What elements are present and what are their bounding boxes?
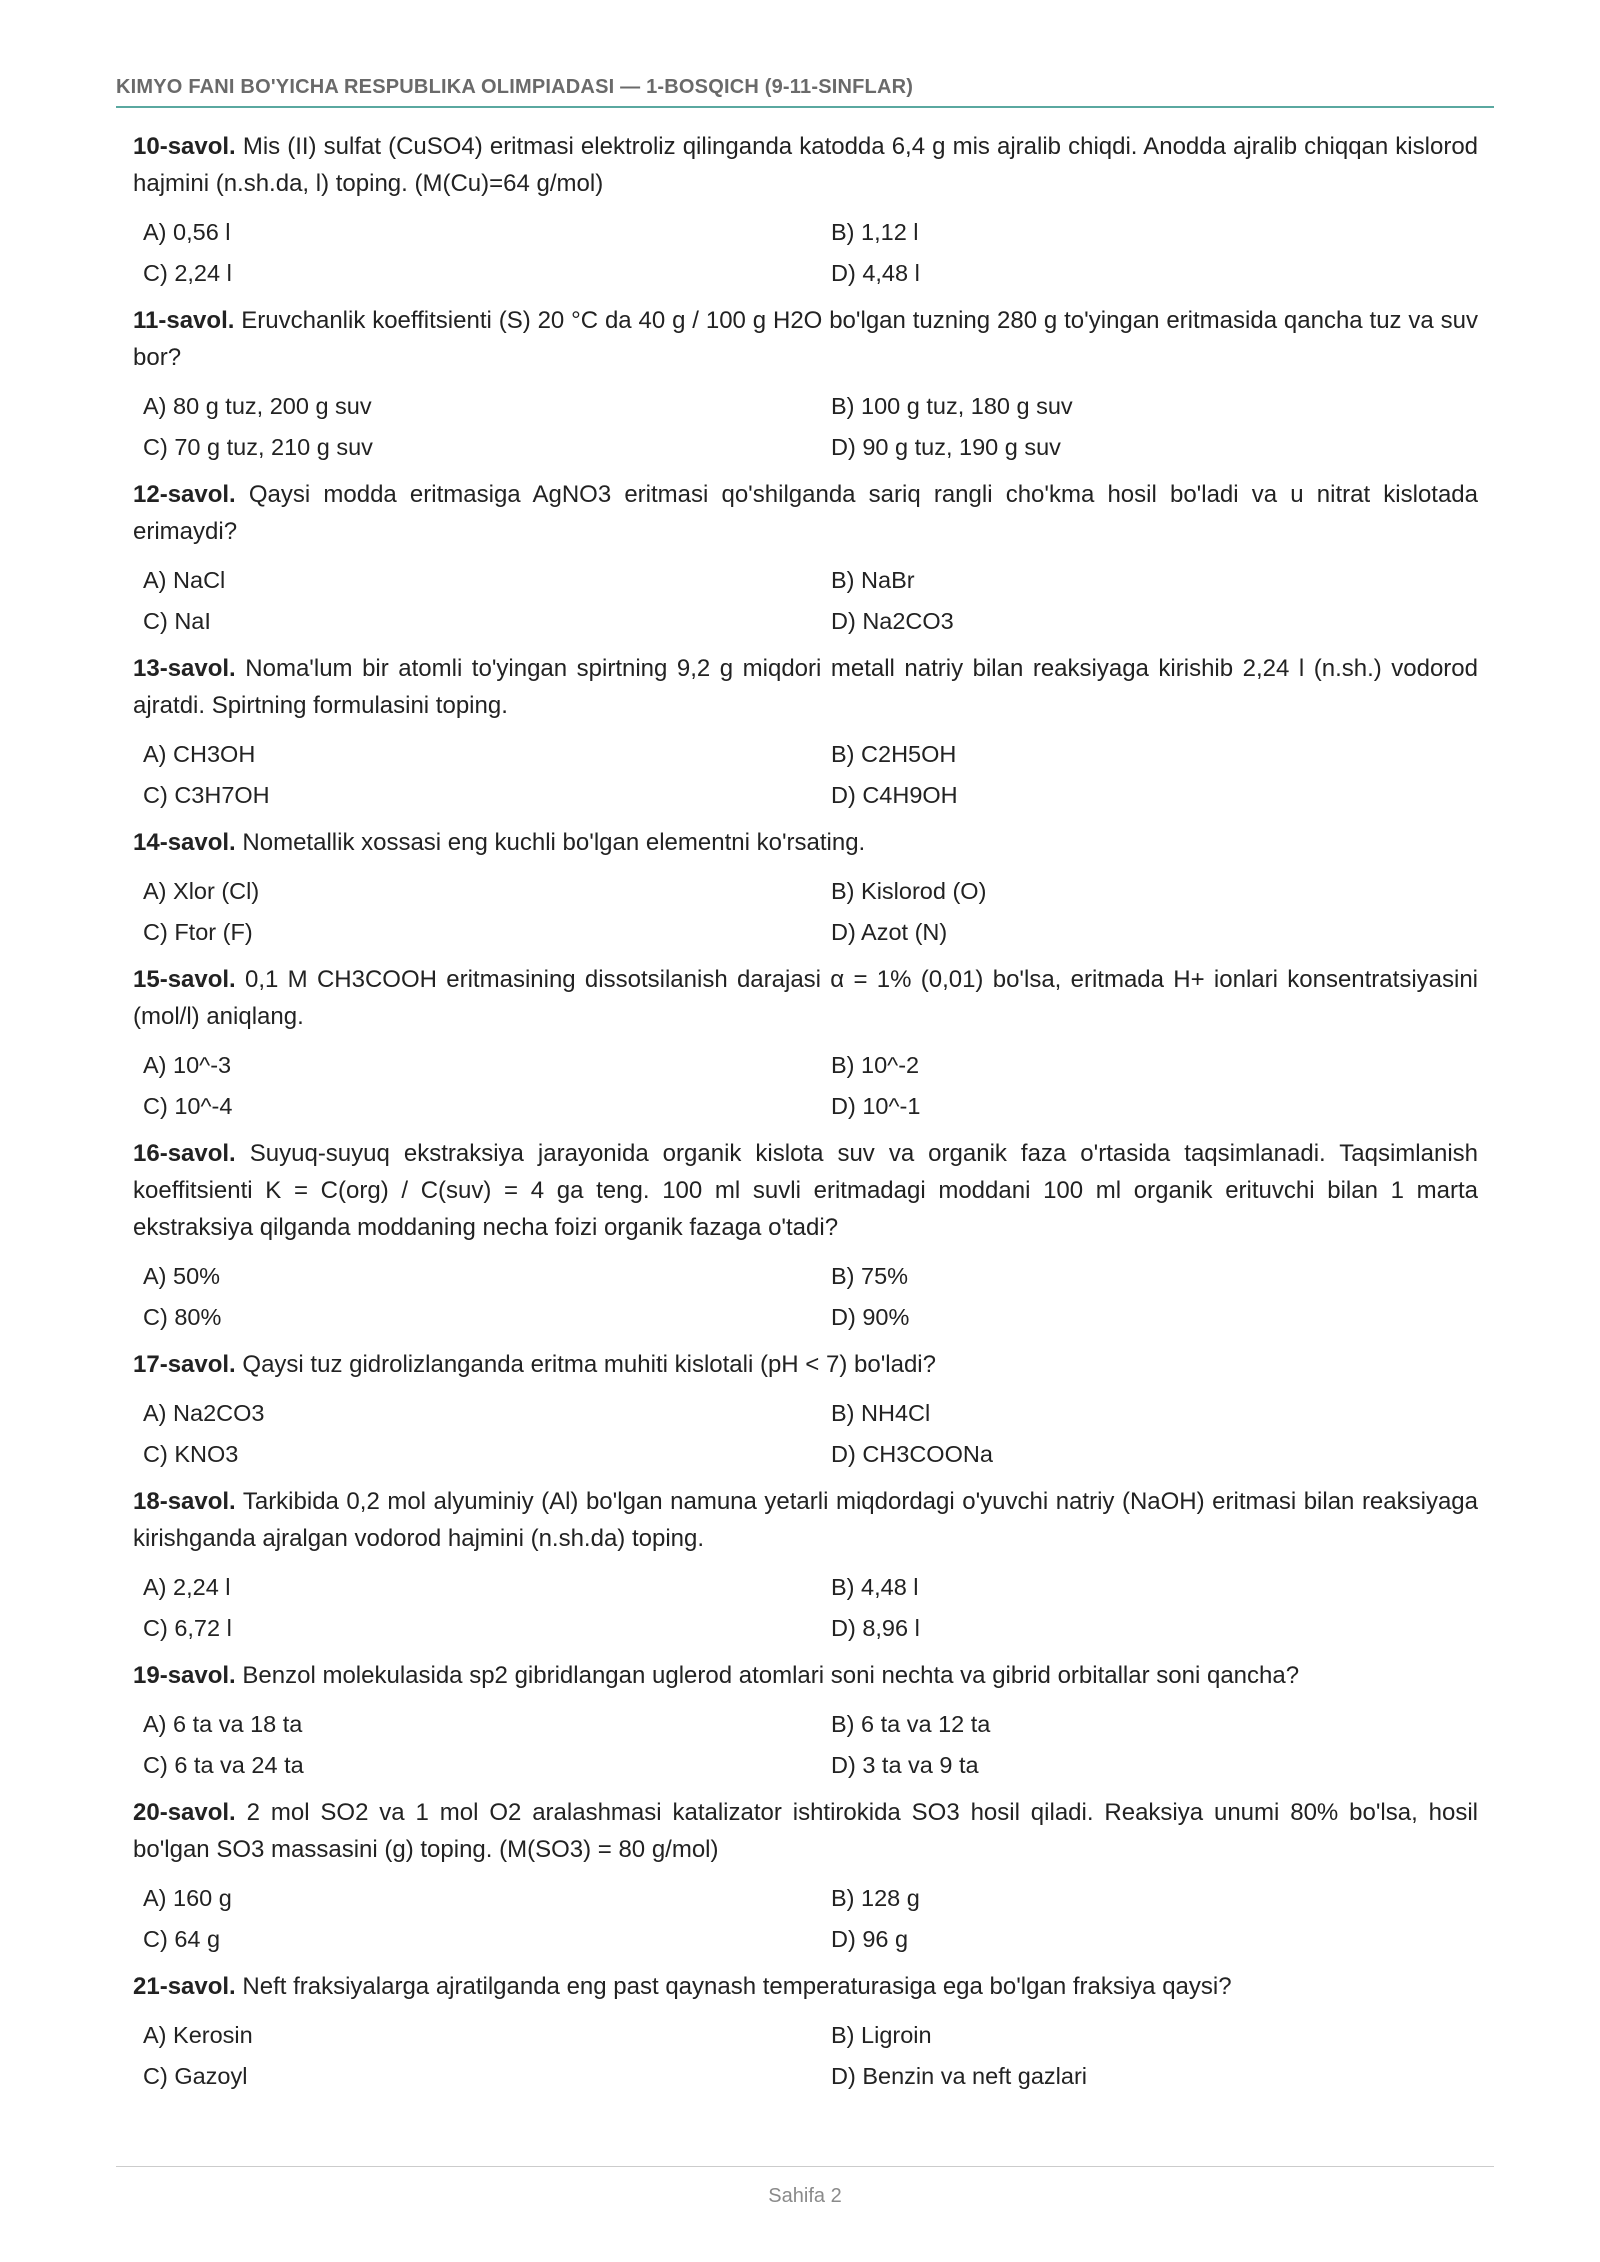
option-b: B) 1,12 l	[831, 219, 919, 245]
option-c: C) Gazoyl	[143, 2063, 248, 2089]
question-list	[133, 128, 1478, 2105]
option-d: D) Na2CO3	[831, 608, 954, 634]
question-10	[133, 128, 1478, 294]
question-number: 15-savol.	[133, 966, 236, 993]
option-a: A) 50%	[143, 1263, 221, 1289]
option-a: A) Xlor (Cl)	[143, 878, 260, 904]
answer-options	[133, 212, 1478, 294]
option-b: B) NaBr	[831, 567, 915, 593]
option-a: A) NaCl	[143, 567, 226, 593]
question-text	[133, 824, 1478, 861]
option-b: B) 4,48 l	[831, 1574, 919, 1600]
option-b: B) Ligroin	[831, 2022, 932, 2048]
question-16	[133, 1135, 1478, 1338]
page-number: Sahifa 2	[768, 2185, 842, 2207]
answer-options	[133, 1256, 1478, 1338]
question-21	[133, 1968, 1478, 2097]
answer-options	[133, 560, 1478, 642]
answer-options	[133, 871, 1478, 953]
option-b: B) Kislorod (O)	[831, 878, 987, 904]
option-b: B) 6 ta va 12 ta	[831, 1711, 991, 1737]
question-12	[133, 476, 1478, 642]
question-body: Eruvchanlik koeffitsienti (S) 20 °C da 40 g / 100 g H2O bo'lgan tuzning 280 g to'yingan eritmasida qancha tuz va suv bor?	[133, 307, 1478, 371]
question-body: 0,1 M CH3COOH eritmasining dissotsilanish darajasi α = 1% (0,01) bo'lsa, eritmada H+ ionlari konsentratsiyasini (mol/l) aniqlang.	[133, 966, 1479, 1030]
option-c: C) 64 g	[143, 1926, 221, 1952]
option-d: D) 90 g tuz, 190 g suv	[831, 434, 1061, 460]
answer-options	[133, 734, 1478, 816]
question-13	[133, 650, 1478, 816]
option-b: B) 10^-2	[831, 1052, 920, 1078]
answer-options	[133, 386, 1478, 468]
question-text	[133, 476, 1478, 550]
option-b: B) 75%	[831, 1263, 909, 1289]
option-b: B) 128 g	[831, 1885, 920, 1911]
question-text	[133, 961, 1478, 1035]
answer-options	[133, 1045, 1478, 1127]
question-body: Tarkibida 0,2 mol alyuminiy (Al) bo'lgan namuna yetarli miqdordagi o'yuvchi natriy (NaOH) eritmasi bilan reaksiyaga kirishganda ajralgan vodorod hajmini (n.sh.da) toping.	[133, 1488, 1479, 1552]
option-c: C) 2,24 l	[143, 260, 232, 286]
option-d: D) 4,48 l	[831, 260, 920, 286]
option-b: B) 100 g tuz, 180 g suv	[831, 393, 1073, 419]
question-15	[133, 961, 1478, 1127]
question-text	[133, 302, 1478, 376]
question-body: Neft fraksiyalarga ajratilganda eng past qaynash temperaturasiga ega bo'lgan fraksiya qaysi?	[242, 1973, 1232, 2000]
option-c: C) 6 ta va 24 ta	[143, 1752, 304, 1778]
option-a: A) Na2CO3	[143, 1400, 265, 1426]
header-title: KIMYO FANI BO'YICHA RESPUBLIKA OLIMPIADASI — 1-BOSQICH (9-11-SINFLAR)	[116, 76, 914, 98]
question-body: Qaysi modda eritmasiga AgNO3 eritmasi qo'shilganda sariq rangli cho'kma hosil bo'ladi va u nitrat kislotada erimaydi?	[133, 481, 1478, 545]
question-text	[133, 650, 1478, 724]
option-d: D) 10^-1	[831, 1093, 921, 1119]
answer-options	[133, 1704, 1478, 1786]
question-17	[133, 1346, 1478, 1475]
option-b: B) NH4Cl	[831, 1400, 931, 1426]
option-d: D) C4H9OH	[831, 782, 958, 808]
option-b: B) C2H5OH	[831, 741, 957, 767]
option-c: C) KNO3	[143, 1441, 239, 1467]
question-text	[133, 1657, 1478, 1694]
option-d: D) Benzin va neft gazlari	[831, 2063, 1088, 2089]
question-body: 2 mol SO2 va 1 mol O2 aralashmasi katalizator ishtirokida SO3 hosil qiladi. Reaksiya unumi 80% bo'lsa, hosil bo'lgan SO3 massasini (g) toping. (M(SO3) = 80 g/mol)	[133, 1799, 1479, 1863]
option-d: D) 3 ta va 9 ta	[831, 1752, 979, 1778]
question-number: 12-savol.	[133, 481, 236, 508]
question-number: 14-savol.	[133, 829, 236, 856]
option-a: A) 0,56 l	[143, 219, 231, 245]
question-19	[133, 1657, 1478, 1786]
question-body: Qaysi tuz gidrolizlanganda eritma muhiti kislotali (pH < 7) bo'ladi?	[242, 1351, 936, 1378]
option-a: A) CH3OH	[143, 741, 256, 767]
option-d: D) Azot (N)	[831, 919, 948, 945]
option-d: D) 90%	[831, 1304, 910, 1330]
page-header	[116, 74, 1494, 108]
question-number: 19-savol.	[133, 1662, 236, 1689]
option-c: C) Ftor (F)	[143, 919, 253, 945]
question-number: 11-savol.	[133, 307, 235, 334]
option-c: C) NaI	[143, 608, 211, 634]
question-20	[133, 1794, 1478, 1960]
question-text	[133, 128, 1478, 202]
question-number: 21-savol.	[133, 1973, 236, 2000]
question-18	[133, 1483, 1478, 1649]
question-number: 16-savol.	[133, 1140, 236, 1167]
question-number: 13-savol.	[133, 655, 236, 682]
option-a: A) 160 g	[143, 1885, 232, 1911]
question-number: 17-savol.	[133, 1351, 236, 1378]
question-number: 18-savol.	[133, 1488, 236, 1515]
question-text	[133, 1794, 1478, 1868]
question-body: Suyuq-suyuq ekstraksiya jarayonida organik kislota suv va organik faza o'rtasida taqsimlanadi. Taqsimlanish koeffitsienti K = C(org) / C(suv) = 4 ga teng. 100 ml suvli eritmadagi moddani 100 ml organik erituvchi bilan 1 marta ekstraksiya qilganda moddaning necha foizi organik fazaga o'tadi?	[133, 1140, 1478, 1241]
question-text	[133, 1346, 1478, 1383]
question-number: 10-savol.	[133, 133, 236, 160]
question-body: Benzol molekulasida sp2 gibridlangan uglerod atomlari soni nechta va gibrid orbitallar soni qancha?	[242, 1662, 1300, 1689]
answer-options	[133, 2015, 1478, 2097]
answer-options	[133, 1878, 1478, 1960]
question-number: 20-savol.	[133, 1799, 236, 1826]
question-text	[133, 1483, 1478, 1557]
page-footer	[116, 2166, 1494, 2207]
option-c: C) 10^-4	[143, 1093, 233, 1119]
option-a: A) 10^-3	[143, 1052, 232, 1078]
option-c: C) 6,72 l	[143, 1615, 232, 1641]
option-c: C) 80%	[143, 1304, 222, 1330]
question-text	[133, 1968, 1478, 2005]
option-a: A) 6 ta va 18 ta	[143, 1711, 303, 1737]
option-a: A) 80 g tuz, 200 g suv	[143, 393, 372, 419]
answer-options	[133, 1567, 1478, 1649]
option-c: C) C3H7OH	[143, 782, 270, 808]
option-d: D) 8,96 l	[831, 1615, 920, 1641]
option-a: A) 2,24 l	[143, 1574, 231, 1600]
option-c: C) 70 g tuz, 210 g suv	[143, 434, 373, 460]
question-text	[133, 1135, 1478, 1246]
question-body: Mis (II) sulfat (CuSO4) eritmasi elektroliz qilinganda katodda 6,4 g mis ajralib chiqdi. Anodda ajralib chiqqan kislorod hajmini (n.sh.da, l) toping. (M(Cu)=64 g/mol)	[133, 133, 1479, 197]
question-body: Noma'lum bir atomli to'yingan spirtning 9,2 g miqdori metall natriy bilan reaksiyaga kirishib 2,24 l (n.sh.) vodorod ajratdi. Spirtning formulasini toping.	[133, 655, 1478, 719]
question-body: Nometallik xossasi eng kuchli bo'lgan elementni ko'rsating.	[242, 829, 866, 856]
option-d: D) CH3COONa	[831, 1441, 993, 1467]
option-a: A) Kerosin	[143, 2022, 253, 2048]
answer-options	[133, 1393, 1478, 1475]
question-14	[133, 824, 1478, 953]
question-11	[133, 302, 1478, 468]
option-d: D) 96 g	[831, 1926, 909, 1952]
